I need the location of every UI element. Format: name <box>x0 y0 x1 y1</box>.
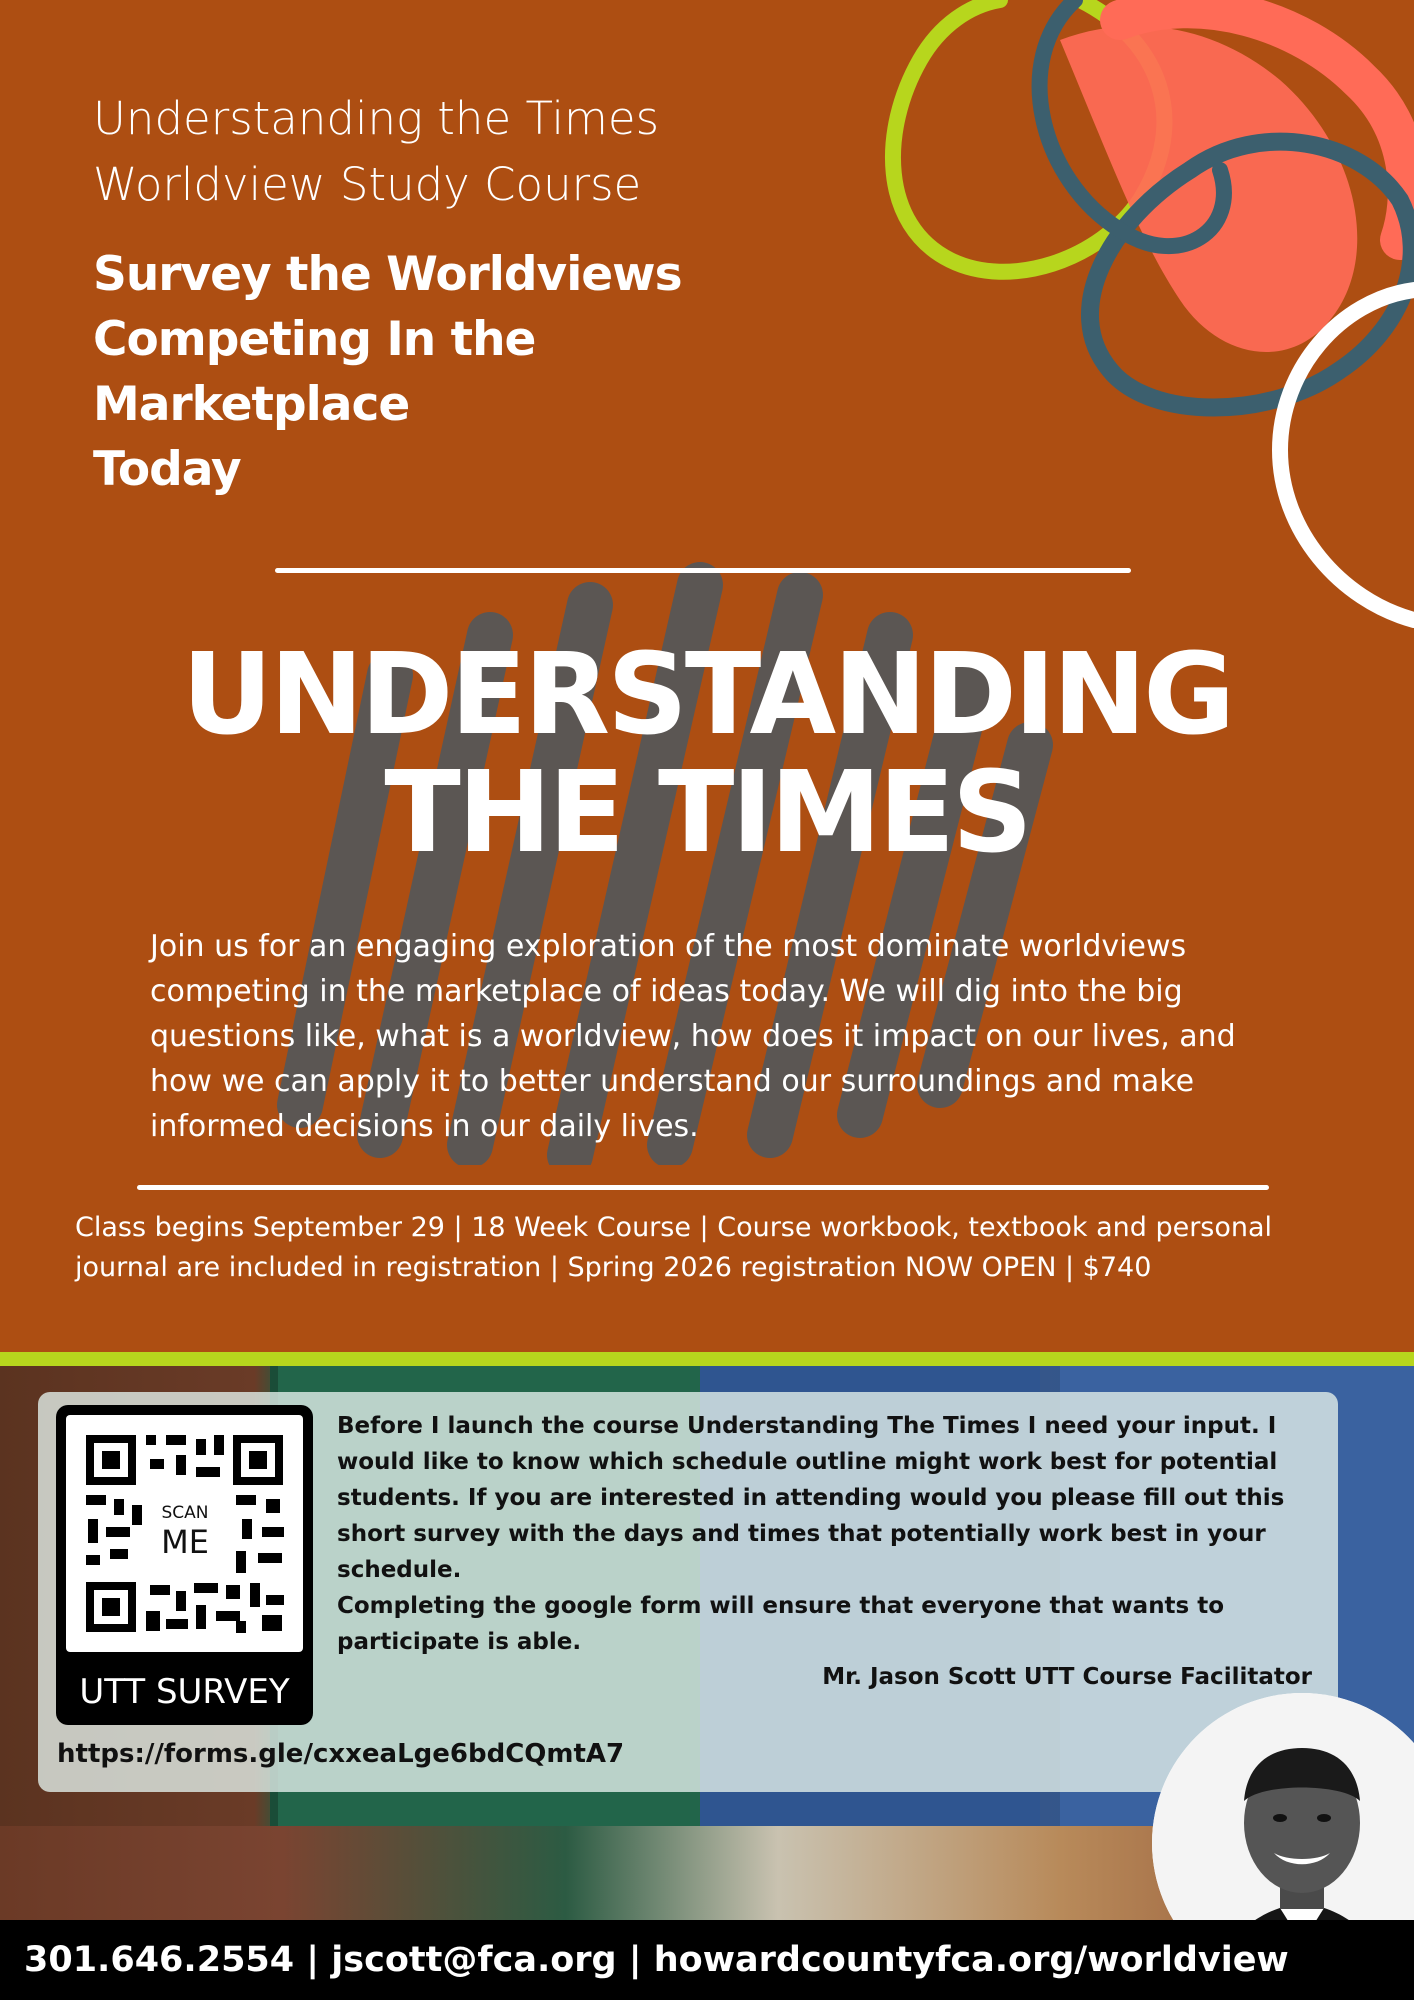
qr-scan-text: SCAN <box>161 1503 209 1523</box>
headline-line-1: UNDERSTANDING <box>181 630 1233 760</box>
course-subtitle <box>93 86 793 218</box>
contact-info[interactable]: 301.646.2554 | jscott@fca.org | howardcountyfca.org/worldview <box>24 1940 1289 1980</box>
course-tagline <box>93 242 793 502</box>
top-divider <box>275 568 1131 573</box>
headline-line-2: THE TIMES <box>384 748 1030 878</box>
tagline-line: Today <box>93 442 241 497</box>
survey-paragraph-1: Before I launch the course Understanding The Times I need your input. I would like to know which schedule outline might work best for potential students. If you are interested in attending would you please fill out this short survey with the days and times that potentially work best in your schedule. <box>337 1413 1285 1583</box>
qr-me-text: ME <box>161 1523 209 1561</box>
course-details: Class begins September 29 | 18 Week Course | Course workbook, textbook and personal journal are included in registration | Spring 2026 registration NOW OPEN | $740 <box>75 1212 1273 1283</box>
facilitator-signature: Mr. Jason Scott UTT Course Facilitator <box>822 1664 1312 1690</box>
survey-paragraph-2: Completing the google form will ensure that everyone that wants to participate is able. <box>337 1593 1225 1655</box>
tagline-line: Competing In the <box>93 312 536 367</box>
tagline-line: Marketplace <box>93 377 410 432</box>
subtitle-line-2: Worldview Study Course <box>93 158 642 211</box>
survey-message <box>337 1408 1317 1660</box>
intro-paragraph: Join us for an engaging exploration of the most dominate worldviews competing in the marketplace of ideas today. We will dig into the big questions like, what is a worldview, how does it impact on our lives, and how we can apply it to better understand our surroundings and make informed decisions in our daily lives. <box>150 929 1236 1144</box>
tagline-line: Survey the Worldviews <box>93 247 682 302</box>
middle-divider <box>137 1185 1269 1190</box>
survey-link[interactable]: https://forms.gle/cxxeaLge6bdCQmtA7 <box>57 1739 625 1769</box>
qr-code-label: UTT SURVEY <box>79 1672 290 1712</box>
green-accent-strip <box>0 1352 1414 1366</box>
subtitle-line-1: Understanding the Times <box>93 92 660 145</box>
